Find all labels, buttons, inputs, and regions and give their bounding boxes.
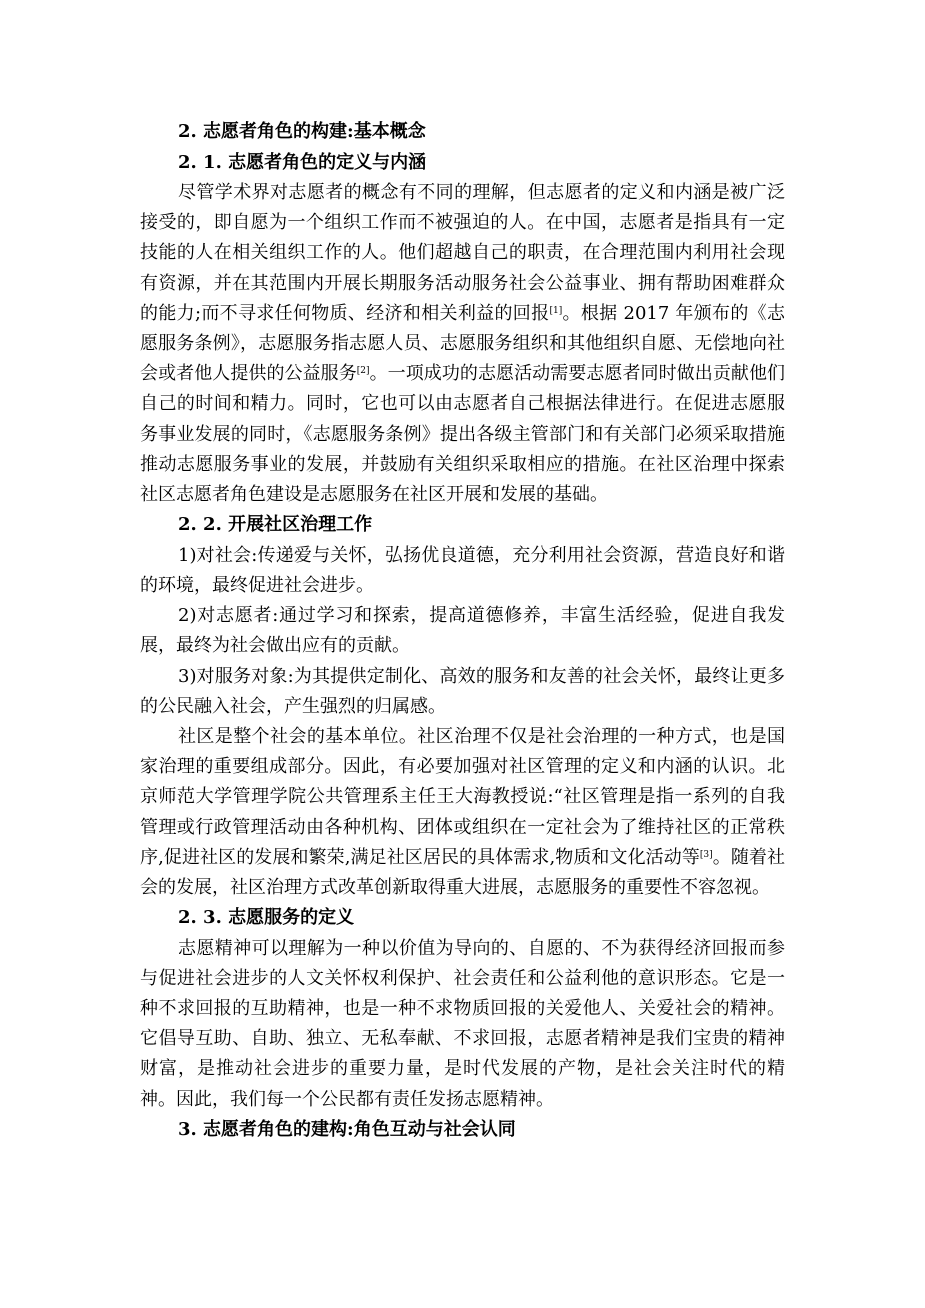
section-heading-2-3: 2. 3. 志愿服务的定义 <box>178 907 355 929</box>
section-heading-2-2: 2. 2. 开展社区治理工作 <box>178 514 373 536</box>
list-item-service-recipients: 3)对服务对象:为其提供定制化、高效的服务和友善的社会关怀，最终让更多的公民融入社会，产生强烈的归属感。 <box>140 665 785 717</box>
section-heading-2-1: 2. 1. 志愿者角色的定义与内涵 <box>178 151 427 173</box>
paragraph-text: 。一项成功的志愿活动需要志愿者同时做出贡献他们自己的时间和精力。同时，它也可以由志愿者自己根据法律进行。在促进志愿服务事业发展的同时，《志愿服务条例》提出各级主管部门和有关部门必须采取措施推动志愿服务事业的发展，并鼓励有关组织采取相应的措施。在社区治理中探索社区志愿者角色建设是志愿服务在社区开展和发展的基础。 <box>140 363 786 506</box>
list-item-volunteers: 2)对志愿者:通过学习和探索，提高道德修养，丰富生活经验，促进自我发展，最终为社会做出应有的贡献。 <box>140 605 785 657</box>
paragraph-volunteer-definition <box>140 178 785 510</box>
list-item-society: 1)对社会:传递爱与关怀，弘扬优良道德，充分利用社会资源，营造良好和谐的环境，最终促进社会进步。 <box>140 544 785 596</box>
citation-3: [3] <box>699 849 713 860</box>
citation-2: [2] <box>356 366 370 377</box>
paragraph-text: 。根据 2017 年颁布的《志愿服务条例》，志愿服务指志愿人员、志愿服务组织和其他组织自愿、无偿地向社会或者他人提供的公益服务 <box>140 302 785 385</box>
paragraph-text: 。随着社会的发展，社区治理方式改革创新取得重大进展，志愿服务的重要性不容忽视。 <box>140 846 786 898</box>
paragraph-text: 社区是整个社会的基本单位。社区治理不仅是社会治理的一种方式，也是国家治理的重要组成部分。因此，有必要加强对社区管理的定义和内涵的认识。北京师范大学管理学院公共管理系主任王大海教授说:“社区管理是指一系列的自我管理或行政管理活动由各种机构、团体或组织在一定社会为了维持社区的正常秩序,促进社区的发展和繁荣,满足社区居民的具体需求,物质和文化活动等 <box>140 725 785 868</box>
paragraph-volunteer-spirit: 志愿精神可以理解为一种以价值为导向的、自愿的、不为获得经济回报而参与促进社会进步的人文关怀权利保护、社会责任和公益利他的意识形态。它是一种不求回报的互助精神，也是一种不求物质回报的关爱他人、关爱社会的精神。它倡导互助、自助、独立、无私奉献、不求回报，志愿者精神是我们宝贵的精神财富，是推动社会进步的重要力量，是时代发展的产物，是社会关注时代的精神。因此，我们每一个公民都有责任发扬志愿精神。 <box>140 937 785 1110</box>
paragraph-text: 尽管学术界对志愿者的概念有不同的理解，但志愿者的定义和内涵是被广泛接受的，即自愿为一个组织工作而不被强迫的人。在中国，志愿者是指具有一定技能的人在相关组织工作的人。他们超越自己的职责，在合理范围内利用社会现有资源，并在其范围内开展长期服务活动服务社会公益事业、拥有帮助困难群众的能力;而不寻求任何物质、经济和相关利益的回报 <box>140 182 785 324</box>
citation-1: [1] <box>549 305 563 316</box>
section-heading-2: 2. 志愿者角色的构建:基本概念 <box>178 121 426 142</box>
paragraph-community-governance <box>140 722 785 903</box>
section-heading-3: 3. 志愿者角色的建构:角色互动与社会认同 <box>178 1118 516 1140</box>
